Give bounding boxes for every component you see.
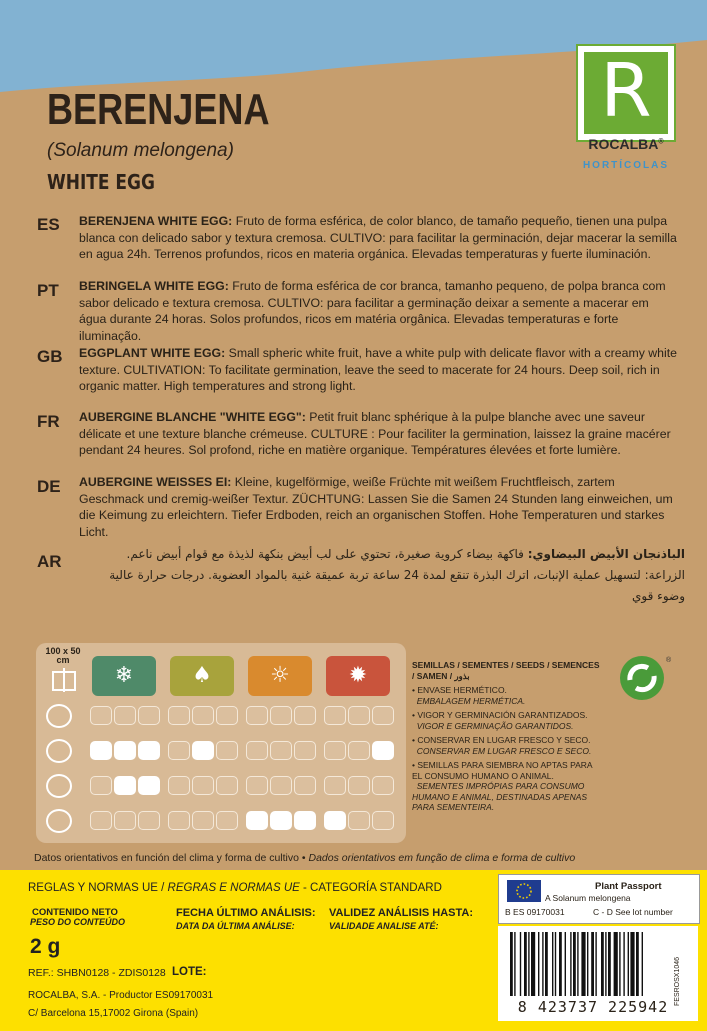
calendar-cell [372, 776, 394, 795]
calendar-cell [348, 706, 370, 725]
calendar-cell [372, 741, 394, 760]
net-label: CONTENIDO NETO [32, 907, 118, 918]
description-de: AUBERGINE WEISSES EI: Kleine, kugelförmige, weiße Früchte mit weißem Fruchtfleisch, zartem Geschmack und cremig-weißer Textur. ZÜCHTUNG: Lassen Sie die Samen 24 Stunden lang einweichen, um die Keimung zu erleichtern. Tiefer Erdboden, reich an organischen Stoffen. Hohe Temperaturen und starkes Licht. [79, 475, 673, 539]
calendar-cell [192, 741, 214, 760]
calendar-cell [246, 811, 268, 830]
description-es: BERENJENA WHITE EGG: Fruto de forma esférica, de color blanco, de tamaño pequeño, tienen una pulpa blanca con delicado sabor y textura cremosa. CULTIVO: para facilitar la germinación, dejar macerar la semilla en agua 24h. Terrenos profundos, ricos en materia orgánica. Elevadas temperaturas y fuerte iluminación. [79, 214, 677, 261]
calendar-cell [90, 776, 112, 795]
calendar-cell [324, 811, 346, 830]
season-winter-icon: ❄ [114, 663, 134, 688]
calendar-cell [192, 776, 214, 795]
calendar-cell [168, 741, 190, 760]
eu-flag-icon [507, 880, 541, 902]
page-title: BERENJENA [47, 85, 270, 134]
calendar-cell [216, 706, 238, 725]
calendar-cell [90, 811, 112, 830]
side-code: FESROSX1046 [674, 956, 681, 1006]
producer: ROCALBA, S.A. - Productor ES09170031 [28, 990, 214, 1001]
last-analysis-label-alt: DATA DA ÚLTIMA ANÁLISE: [176, 921, 295, 931]
logo-frame [576, 44, 676, 142]
spacing-label: 100 x 50 cm [45, 646, 81, 665]
logo-brand: ROCALBA® [588, 136, 664, 152]
plant-spacing-icon [49, 666, 79, 694]
rocalba-logo [576, 44, 676, 171]
variety-name: WHITE EGG [47, 170, 155, 194]
season-winter [92, 656, 156, 696]
plant-passport-b: B ES 09170031 [505, 907, 565, 917]
calendar-cell [114, 811, 136, 830]
logo-letter: R [600, 48, 652, 134]
calendar-cell [90, 706, 112, 725]
calendar-cell [216, 776, 238, 795]
calendar-cell [270, 776, 292, 795]
harvest-icon [46, 809, 72, 833]
calendar-cell [294, 811, 316, 830]
calendar-cell [168, 706, 190, 725]
calendar-cell [138, 741, 160, 760]
calendar-cell [114, 776, 136, 795]
calendar-cell [372, 811, 394, 830]
calendar-cell [138, 776, 160, 795]
season-autumn [326, 656, 390, 696]
calendar-cell [114, 706, 136, 725]
calendar-cell [294, 776, 316, 795]
calendar-cell [90, 741, 112, 760]
lang-code-fr: FR [37, 412, 60, 431]
legend-item: • CONSERVAR EN LUGAR FRESCO Y SECO. CONSERVAR EM LUGAR FRESCO E SECO. [412, 735, 592, 756]
description-fr: AUBERGINE BLANCHE "WHITE EGG": Petit fruit blanc sphérique à la pulpe blanche avec une saveur délicate et une texture blanche crémeuse. CULTURE : Pour faciliter la germination, laissez la graine macérer pendant 24 heures. Sol profond, riche en matière organique. Températures élevées et forte lumière. [79, 410, 671, 457]
calendar-cell [348, 741, 370, 760]
plant-passport [498, 874, 700, 924]
footnote: Datos orientativos en función del clima y forma de cultivo • Dados orientativos em função de clima e forma de cultivo [34, 852, 576, 864]
calendar-cell [216, 811, 238, 830]
season-spring-icon: ♠ [192, 663, 212, 688]
calendar-cell [270, 706, 292, 725]
calendar-cell [270, 741, 292, 760]
legend-heading: SEMILLAS / SEMENTES / SEEDS / SEMENCES / SAMEN / بذور [412, 660, 600, 681]
green-dot-registered: ® [666, 657, 672, 664]
calendar-cell [324, 706, 346, 725]
logo-subtitle: HORTÍCOLAS [582, 160, 670, 171]
last-analysis-label: FECHA ÚLTIMO ANÁLISIS: [176, 907, 316, 919]
barcode [498, 926, 698, 1021]
lang-code-ar: AR [37, 552, 62, 571]
seed-legend [412, 660, 602, 817]
lang-code-de: DE [37, 477, 61, 496]
green-dot-icon [618, 654, 674, 702]
legend-item: • VIGOR Y GERMINACIÓN GARANTIZADOS. VIGOR E GERMINAÇÃO GARANTIDOS. [412, 710, 588, 731]
season-summer [248, 656, 312, 696]
calendar-cell [246, 741, 268, 760]
calendar-cell [192, 706, 214, 725]
calendar-cell [294, 706, 316, 725]
calendar-cell [294, 741, 316, 760]
plant-passport-a: A Solanum melongena [545, 893, 631, 903]
plant-passport-title: Plant Passport [595, 881, 662, 892]
lot-label: LOTE: [172, 966, 207, 978]
calendar-cell [348, 776, 370, 795]
lang-code-pt: PT [37, 281, 59, 300]
calendar-cell [348, 811, 370, 830]
plant-passport-cd: C - D See lot number [593, 907, 673, 917]
valid-until-label-alt: VALIDADE ANALISE ATÉ: [329, 921, 439, 931]
valid-until-label: VALIDEZ ANÁLISIS HASTA: [329, 907, 474, 919]
calendar-cell [168, 776, 190, 795]
rules-line: REGLAS Y NORMAS UE / REGRAS E NORMAS UE - CATEGORÍA STANDARD [28, 882, 442, 894]
calendar-cell [246, 776, 268, 795]
description-gb: EGGPLANT WHITE EGG: Small spheric white fruit, have a white pulp with delicate flavor with a creamy white texture. CULTIVATION: To facilitate germination, leave the seed to macerate for 24 hours. Deep soil, rich in organic matter. High temperatures and strong light. [79, 346, 677, 393]
description-pt: BERINGELA WHITE EGG: Fruto de forma esférica de cor branca, tamanho pequeno, de polpa branca com sabor delicado e textura cremosa. CULTIVO: para facilitar a germinação deixar a semente a macerar em água durante 24 horas. Solos profundos, ricos em matéria orgânica. Elevadas temperaturas e forte iluminação. [79, 279, 666, 343]
season-summer-icon: ☼ [270, 663, 290, 688]
calendar-cell [192, 811, 214, 830]
lang-code-es: ES [37, 215, 60, 234]
calendar-cell [114, 741, 136, 760]
calendar-cell [168, 811, 190, 830]
reference: REF.: SHBN0128 - ZDIS0128 [28, 967, 166, 979]
barcode-number: 8 423737 225942 [517, 998, 669, 1016]
calendar-cell [138, 706, 160, 725]
calendar-cell [324, 776, 346, 795]
seedbed-icon [46, 739, 72, 763]
season-autumn-icon: ✹ [348, 663, 368, 688]
calendar-cell [138, 811, 160, 830]
seed-packet-icon [46, 704, 72, 728]
calendar-cell [324, 741, 346, 760]
calendar-cell [270, 811, 292, 830]
calendar-cell [246, 706, 268, 725]
legend-item: • ENVASE HERMÉTICO. EMBALAGEM HERMÉTICA. [412, 685, 526, 706]
barcode-bars [508, 932, 678, 998]
legend-item: • SEMILLAS PARA SIEMBRA NO APTAS PARA EL CONSUMO HUMANO O ANIMAL. SEMENTES IMPRÓPIAS PARA CONSUMO HUMANO E ANIMAL, DESTINADAS APENAS PARA SEMENTEIRA. [412, 760, 593, 812]
net-label-alt: PESO DO CONTEÚDO [30, 917, 126, 927]
description-ar: الباذنجان الأبيض البيضاوي: فاكهة بيضاء كروية صغيرة، تحتوي على لب أبيض بنكهة لذيذة مع قوام أبيض ناعم. الزراعة: لتسهيل عملية الإنبات، اترك البذرة تنقع لمدة 24 ساعة تربة عميقة غنية بالمواد العضوية. درجات حرارة عالية وضوء قوي [109, 547, 685, 603]
outdoor-sowing-icon [46, 774, 72, 798]
address: C/ Barcelona 15,17002 Girona (Spain) [28, 1008, 199, 1019]
calendar-cell [372, 706, 394, 725]
calendar-cell [216, 741, 238, 760]
lang-code-gb: GB [37, 347, 63, 366]
season-spring [170, 656, 234, 696]
latin-name: (Solanum melongena) [47, 140, 234, 161]
net-weight: 2 g [30, 935, 61, 958]
